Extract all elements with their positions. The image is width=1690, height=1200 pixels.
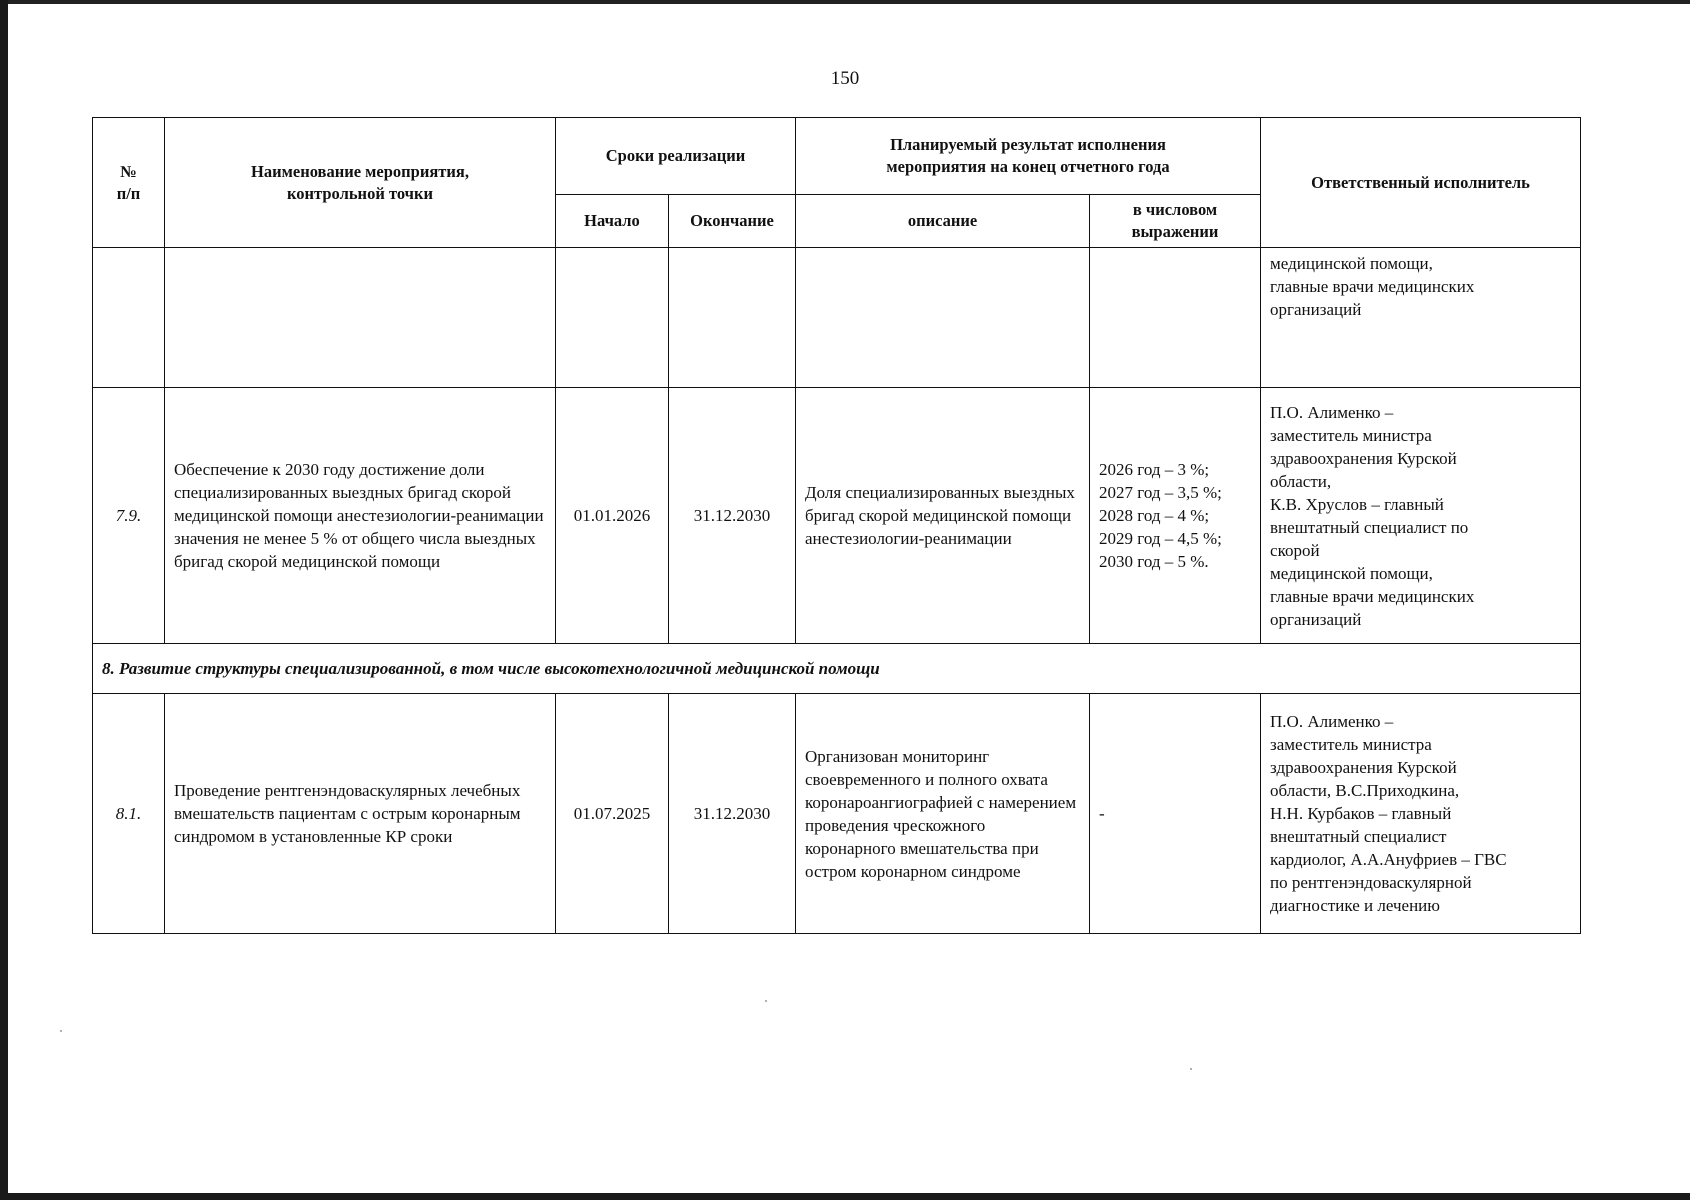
row-end <box>669 248 796 388</box>
table-row <box>93 694 1581 934</box>
table-row <box>93 388 1581 644</box>
plan-table <box>92 117 1581 934</box>
row-numeric: - <box>1090 694 1261 934</box>
row-description <box>796 248 1090 388</box>
header-num: № п/п <box>93 118 165 248</box>
row-name: Обеспечение к 2030 году достижение доли специализированных выездных бригад скорой медицинской помощи анестезиологии-реанимации значения не менее 5 % от общего числа выездных бригад скорой медицинской помощи <box>165 388 556 644</box>
scan-edge-top <box>0 0 1690 4</box>
row-num: 8.1. <box>93 694 165 934</box>
header-result-desc: описание <box>796 195 1090 248</box>
table-row <box>93 248 1581 388</box>
header-name: Наименование мероприятия, контрольной точки <box>165 118 556 248</box>
row-description: Организован мониторинг своевременного и полного охвата коронароангиографией с намерением проведения чрескожного коронарного вмешательства при остром коронарном синдроме <box>796 694 1090 934</box>
scan-edge-bottom <box>0 1193 1690 1200</box>
scan-speck <box>60 1030 62 1032</box>
scan-speck <box>765 1000 767 1002</box>
row-num <box>93 248 165 388</box>
row-name: Проведение рентгенэндоваскулярных лечебных вмешательств пациентам с острым коронарным синдромом в установленные КР сроки <box>165 694 556 934</box>
row-responsible: П.О. Алименко – заместитель министра здравоохранения Курской области, В.С.Приходкина, Н.Н. Курбаков – главный внештатный специалист кардиолог, А.А.Ануфриев – ГВС по рентгенэндоваскулярной диагностике и лечению <box>1261 694 1581 934</box>
header-end: Окончание <box>669 195 796 248</box>
row-numeric <box>1090 248 1261 388</box>
row-start: 01.07.2025 <box>556 694 669 934</box>
row-end: 31.12.2030 <box>669 388 796 644</box>
row-responsible: медицинской помощи, главные врачи медицинских организаций <box>1261 248 1581 388</box>
row-end: 31.12.2030 <box>669 694 796 934</box>
section-row <box>93 644 1581 694</box>
scan-edge-left <box>0 0 8 1200</box>
row-description: Доля специализированных выездных бригад скорой медицинской помощи анестезиологии-реанимации <box>796 388 1090 644</box>
row-name <box>165 248 556 388</box>
row-responsible: П.О. Алименко – заместитель министра здравоохранения Курской области, К.В. Хруслов – главный внештатный специалист по скорой медицинской помощи, главные врачи медицинских организаций <box>1261 388 1581 644</box>
header-start: Начало <box>556 195 669 248</box>
page-number: 150 <box>830 68 860 89</box>
header-row-1 <box>93 118 1581 195</box>
scan-speck <box>1190 1068 1192 1070</box>
header-responsible: Ответственный исполнитель <box>1261 118 1581 248</box>
row-start <box>556 248 669 388</box>
section-title: 8. Развитие структуры специализированной, в том числе высокотехнологичной медицинской помощи <box>93 644 1581 694</box>
row-num: 7.9. <box>93 388 165 644</box>
row-start: 01.01.2026 <box>556 388 669 644</box>
header-terms: Сроки реализации <box>556 118 796 195</box>
row-numeric: 2026 год – 3 %; 2027 год – 3,5 %; 2028 год – 4 %; 2029 год – 4,5 %; 2030 год – 5 %. <box>1090 388 1261 644</box>
header-result: Планируемый результат исполнения мероприятия на конец отчетного года <box>796 118 1261 195</box>
header-result-num: в числовом выражении <box>1090 195 1261 248</box>
